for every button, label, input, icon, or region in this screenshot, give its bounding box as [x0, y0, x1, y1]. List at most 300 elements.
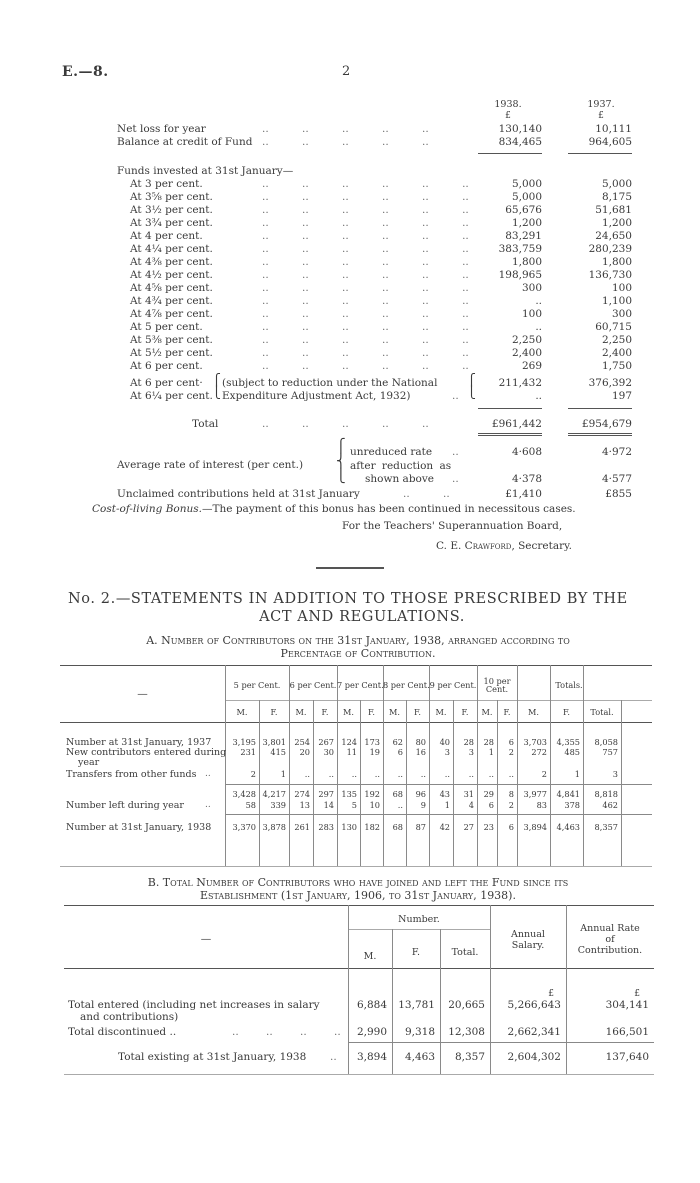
table-a-left-cell: 1	[444, 800, 450, 810]
page-number: 2	[342, 64, 351, 79]
reduction-value-1938-2: ..	[535, 390, 542, 402]
table-b-existing-label: Total existing at 31st January, 1938	[118, 1051, 307, 1063]
reduction-value-1937-1: 376,392	[588, 377, 632, 389]
bonus-note	[92, 503, 576, 516]
table-a-cell: 28	[483, 737, 494, 747]
summary-row-label: Balance at credit of Fund	[117, 136, 253, 148]
section-2-title-line2: ACT AND REGULATIONS.	[259, 609, 465, 625]
investment-1938: 2,250	[511, 334, 542, 346]
table-a-cell: 231	[240, 747, 256, 757]
after-dots: ..	[452, 473, 459, 485]
table-a-cell: ..	[420, 769, 426, 779]
investment-rate-label: At 3¾ per cent.	[130, 217, 213, 229]
summary-row-1937: 964,605	[588, 136, 632, 148]
total-rule-1938	[478, 408, 542, 409]
unclaimed-1938: £1,410	[505, 488, 542, 500]
table-a-left-cell: ..	[397, 800, 403, 810]
reduction-value-1937-2: 197	[611, 390, 632, 402]
table-a-col-rule	[621, 700, 622, 866]
table-b-salary-header: Annual	[511, 929, 545, 940]
table-b-cell: 2,990	[356, 1026, 387, 1038]
table-b-row-label-cont: and contributions)	[80, 1011, 179, 1023]
table-a-left-cell: 339	[270, 800, 286, 810]
investment-row-dots: .. .. .. .. .. ..	[262, 256, 469, 268]
table-a-cell: 3,801	[262, 737, 286, 747]
table-a-subtotal-rule	[225, 784, 652, 785]
investment-row-dots: .. .. .. .. .. ..	[262, 347, 469, 359]
table-a-left-dots: ..	[205, 800, 211, 810]
table-a-left-cell: 10	[369, 800, 380, 810]
table-b-existing-rule	[348, 1042, 654, 1043]
unclaimed-1937: £855	[605, 488, 632, 500]
table-a-group-header: 5 per Cent.	[233, 680, 281, 690]
investment-rate-label: At 4⅜ per cent.	[130, 256, 213, 268]
table-a-row-label-cont: year	[78, 757, 100, 768]
table-a-cell: ..	[397, 769, 403, 779]
investment-1938: 83,291	[505, 230, 542, 242]
table-a-row-label: Number at 31st January, 1937	[66, 737, 212, 748]
table-a-top-rule	[60, 665, 652, 666]
table-a-row-label: Transfers from other funds	[66, 769, 197, 780]
investment-1937: 2,250	[601, 334, 632, 346]
table-b-number-rule	[348, 929, 490, 930]
summary-row-1937: 10,111	[595, 123, 632, 135]
total-under2-1938	[478, 435, 542, 436]
table-a-subtotal-cell: 297	[318, 789, 334, 799]
bonus-note-title: Cost-of-living Bonus.	[92, 503, 203, 515]
table-a-cell: 20	[299, 747, 310, 757]
unclaimed-label: Unclaimed contributions held at 31st January	[117, 488, 360, 500]
investment-1937: 51,681	[595, 204, 632, 216]
table-b-bottom-rule	[64, 1074, 654, 1075]
table-a-title-1: A. Number of Contributors on the 31st January, 1938, arranged according to	[146, 634, 570, 647]
table-a-end-cell: 3,370	[232, 822, 256, 832]
table-a-cell: 3	[468, 747, 474, 757]
table-b-rate-header: Contribution.	[577, 945, 643, 956]
table-b-cell: 5,266,643	[507, 999, 561, 1011]
table-a-subtotal-cell: 274	[294, 789, 310, 799]
table-a-cell: 2	[508, 747, 514, 757]
table-a-end-cell: 182	[364, 822, 380, 832]
investment-rate-label: At 3⅝ per cent.	[130, 191, 213, 203]
table-a-subheader: M.	[528, 707, 539, 717]
table-a-cell: 62	[392, 737, 403, 747]
investment-1938: 5,000	[511, 191, 542, 203]
table-a-col-rule	[259, 700, 260, 866]
after-reduction-label: after reduction as	[350, 460, 452, 472]
table-b-col-m: M.	[363, 951, 377, 962]
summary-rule-1938	[478, 153, 542, 154]
investment-1937: 1,100	[601, 295, 632, 307]
total-under-1937	[568, 433, 632, 434]
table-a-cell: 19	[369, 747, 380, 757]
interest-brace-bottom: ⎩	[336, 469, 346, 484]
investment-row-dots: .. .. .. .. .. ..	[262, 217, 469, 229]
unreduced-dots: ..	[452, 446, 459, 458]
investment-rate-label: At 4⅝ per cent.	[130, 282, 213, 294]
investment-1938: 1,200	[511, 217, 542, 229]
table-a-left-cell: 83	[536, 800, 547, 810]
table-a-subheader: F.	[413, 707, 421, 717]
table-a-cell: 30	[323, 747, 334, 757]
investment-rate-label: At 5½ per cent.	[130, 347, 213, 359]
table-b-col-total: Total.	[451, 947, 479, 958]
table-b-col-rule	[348, 905, 349, 1074]
table-a-group-header: 9 per Cent.	[429, 680, 477, 690]
unreduced-1938: 4·608	[511, 446, 542, 458]
table-a-col-rule	[477, 665, 478, 866]
table-a-cell: 267	[318, 737, 334, 747]
investment-1938: 198,965	[498, 269, 542, 281]
table-a-cell: 2	[541, 769, 547, 779]
table-b-col-f: F.	[411, 947, 421, 958]
summary-row-label: Net loss for year	[117, 123, 206, 135]
table-a-end-label: Number at 31st January, 1938	[66, 822, 212, 833]
table-b-cell: 13,781	[398, 999, 435, 1011]
table-a-group-header: 10 per	[483, 676, 511, 686]
investment-1937: 8,175	[601, 191, 632, 203]
table-a-left-cell: 58	[245, 800, 256, 810]
investment-rate-label: At 4⅞ per cent.	[130, 308, 213, 320]
table-b-rate-header: Annual Rate	[580, 923, 640, 934]
table-a-stub-dash: —	[137, 688, 148, 700]
signature	[436, 540, 572, 553]
investment-rate-label: At 5 per cent.	[130, 321, 203, 333]
table-a-end-cell: 4,463	[556, 822, 580, 832]
table-a-end-cell: 87	[415, 822, 426, 832]
investment-1937: 5,000	[601, 178, 632, 190]
total-under2-1937	[568, 435, 632, 436]
table-a-col-rule	[313, 700, 314, 866]
section-2-title	[68, 590, 656, 626]
table-a-left-cell: 5	[351, 800, 357, 810]
investments-heading: Funds invested at 31st January—	[117, 165, 294, 177]
table-a-col-rule	[360, 700, 361, 866]
table-a-col-rule	[337, 665, 338, 866]
reduction-brace-top: ⎧	[212, 373, 221, 387]
table-a-subheader: M.	[435, 707, 447, 717]
investment-row-dots: .. .. .. .. .. ..	[262, 308, 469, 320]
investment-1937: 2,400	[601, 347, 632, 359]
table-b-existing-cell: 3,894	[356, 1051, 387, 1063]
interest-brace-mid: ⎨	[336, 454, 346, 469]
table-a-left-cell: 9	[420, 800, 426, 810]
table-b-existing-cell: 8,357	[454, 1051, 485, 1063]
table-b-currency: £	[548, 989, 554, 999]
table-b-title-2: Establishment (1st January, 1906, to 31st January, 1938).	[200, 889, 516, 902]
table-a-cell: ..	[508, 769, 514, 779]
total-under-1938	[478, 433, 542, 434]
table-a-subtotal-cell: 8	[508, 789, 514, 799]
table-a-subtotal-cell: 192	[364, 789, 380, 799]
table-a-cell: 28	[463, 737, 474, 747]
investment-1938: 5,000	[511, 178, 542, 190]
section-divider	[316, 567, 384, 569]
table-a-col-rule	[583, 665, 584, 866]
table-a-end-cell: 68	[392, 822, 403, 832]
investment-row-dots: .. .. .. .. .. ..	[262, 334, 469, 346]
table-b-cell: 20,665	[448, 999, 485, 1011]
interest-brace-top: ⎧	[336, 439, 346, 454]
reduction-row-label-1: At 6 per cent·	[130, 377, 203, 389]
table-a-col-rule	[517, 665, 518, 866]
investment-row-dots: .. .. .. .. .. ..	[262, 191, 469, 203]
reduction-note-1: (subject to reduction under the National	[222, 377, 438, 389]
table-a-cell: 415	[270, 747, 286, 757]
table-a-subheader: F.	[367, 707, 375, 717]
table-a-cell: 6	[397, 747, 403, 757]
table-a-left-cell: 6	[488, 800, 494, 810]
table-a-subtotal-cell: 3,977	[523, 789, 547, 799]
table-a-subheader: F.	[461, 707, 469, 717]
table-b-row-label: Total entered (including net increases in salary	[68, 999, 320, 1011]
table-b-existing-dots: ..	[330, 1051, 337, 1063]
reduction-brace-right-bottom: ⎩	[467, 385, 476, 399]
unclaimed-dots: .. ..	[403, 488, 450, 500]
table-a-col-rule	[225, 665, 226, 866]
table-a-cell: 3	[444, 747, 450, 757]
investment-1937: 300	[611, 308, 632, 320]
investment-1938: 269	[521, 360, 542, 372]
total-label: Total	[192, 418, 219, 430]
investment-1937: 24,650	[595, 230, 632, 242]
investment-row-dots: .. .. .. .. .. ..	[262, 282, 469, 294]
table-b-cell: 304,141	[605, 999, 649, 1011]
table-a-subtotal-cell: 3,428	[232, 789, 256, 799]
table-a-group-header: 6 per Cent.	[289, 680, 337, 690]
table-a-subheader: M.	[481, 707, 493, 717]
table-a-subheader: M.	[343, 707, 354, 717]
table-a-subheader: Total.	[590, 707, 614, 717]
table-a-subheader: F.	[321, 707, 329, 717]
investment-1937: 1,800	[601, 256, 632, 268]
table-b-cell: 12,308	[448, 1026, 485, 1038]
bonus-note-text: —The payment of this bonus has been continued in necessitous cases.	[202, 503, 576, 515]
signature-title: , Secretary.	[511, 540, 573, 552]
table-a-group-header: 8 per Cent.	[383, 680, 430, 690]
table-a-bottom-rule	[60, 866, 652, 867]
investment-rate-label: At 4½ per cent.	[130, 269, 213, 281]
table-a-subtotal-cell: 8,818	[594, 789, 618, 799]
signature-line: For the Teachers' Superannuation Board,	[342, 520, 563, 532]
summary-row-1938: 130,140	[498, 123, 542, 135]
table-a-cell: 485	[564, 747, 580, 757]
table-a-end-cell: 3,894	[523, 822, 547, 832]
table-a-left-cell: 14	[323, 800, 334, 810]
table-a-col-rule	[497, 700, 498, 866]
table-a-subheader: M.	[389, 707, 400, 717]
table-a-cell: 2	[250, 769, 256, 779]
investment-rate-label: At 3½ per cent.	[130, 204, 213, 216]
table-b-existing-cell: 2,604,302	[507, 1051, 561, 1063]
table-a-subtotal-cell: 4,841	[556, 789, 580, 799]
table-b-cell: 6,884	[356, 999, 387, 1011]
table-a-subtotal-cell: 4,217	[262, 789, 286, 799]
table-b-rate-header: of	[605, 934, 615, 945]
table-b-cell: 9,318	[404, 1026, 435, 1038]
table-a-cell: 1	[574, 769, 580, 779]
reduction-dots: ..	[452, 390, 459, 402]
document-code: E.—8.	[62, 64, 109, 80]
investment-1938: 2,400	[511, 347, 542, 359]
table-a-cell: ..	[468, 769, 474, 779]
table-a-cell: 254	[294, 737, 310, 747]
total-1938: £961,442	[491, 418, 542, 430]
table-a-col-rule	[289, 665, 290, 866]
table-a-subtotal-cell: 43	[439, 789, 450, 799]
investment-rate-label: At 3 per cent.	[130, 178, 203, 190]
table-a-cell: ..	[444, 769, 450, 779]
total-1937: £954,679	[581, 418, 632, 430]
investment-row-dots: .. .. .. .. .. ..	[262, 178, 469, 190]
table-a-cell: 1	[280, 769, 286, 779]
table-b-cell: 2,662,341	[507, 1026, 561, 1038]
table-a-left-cell: 13	[299, 800, 310, 810]
table-a-group-header: 7 per Cent.	[337, 680, 384, 690]
table-a-subtotal-cell: 135	[341, 789, 357, 799]
investment-1938: 1,800	[511, 256, 542, 268]
currency-1937: £	[598, 111, 604, 121]
table-a-left-cell: 378	[564, 800, 580, 810]
shown-above-label: shown above	[365, 473, 435, 485]
table-a-cell: ..	[374, 769, 380, 779]
table-b-number-header: Number.	[398, 914, 440, 925]
investment-row-dots: .. .. .. .. .. ..	[262, 230, 469, 242]
investment-rate-label: At 6 per cent.	[130, 360, 203, 372]
table-a-cell: 124	[341, 737, 357, 747]
investment-1937: 100	[611, 282, 632, 294]
table-a-subheader: F.	[562, 707, 570, 717]
table-a-row-label: New contributors entered during	[66, 747, 227, 758]
table-a-cell: 16	[415, 747, 426, 757]
table-a-cell: ..	[304, 769, 310, 779]
total-rule-1937	[568, 408, 632, 409]
table-a-col-rule	[406, 700, 407, 866]
reduction-brace-bottom: ⎩	[212, 385, 221, 399]
after-1938: 4·378	[511, 473, 542, 485]
table-a-cell: ..	[488, 769, 494, 779]
investment-rate-label: At 4¾ per cent.	[130, 295, 213, 307]
section-2-title-line1: No. 2.—STATEMENTS IN ADDITION TO THOSE PRESCRIBED BY THE	[68, 591, 628, 607]
table-a-end-cell: 261	[294, 822, 310, 832]
reduction-note-2: Expenditure Adjustment Act, 1932)	[222, 390, 411, 402]
investment-1938: ..	[535, 295, 542, 307]
investment-rate-label: At 4 per cent.	[130, 230, 203, 242]
table-a-cell: 11	[346, 747, 357, 757]
table-a-cell: 272	[531, 747, 547, 757]
table-a-subtotal-cell: 68	[392, 789, 403, 799]
year-col-1937: 1937.	[587, 99, 615, 110]
table-b-stub-dash: —	[200, 933, 212, 945]
table-a-cell: 6	[508, 737, 514, 747]
investment-1938: ..	[535, 321, 542, 333]
investment-row-dots: .. .. .. .. .. ..	[262, 360, 469, 372]
investment-1937: 136,730	[588, 269, 632, 281]
investment-rate-label: At 4¼ per cent.	[130, 243, 213, 255]
table-a-col-rule	[550, 665, 551, 866]
table-a-end-cell: 3,878	[262, 822, 286, 832]
signature-name: C. E. Crawford	[436, 540, 512, 552]
investment-1937: 1,750	[601, 360, 632, 372]
table-a-col-rule	[429, 665, 430, 866]
table-a-col-rule	[453, 700, 454, 866]
table-a-cell: 1	[488, 747, 494, 757]
table-a-left-label: Number left during year	[66, 800, 184, 811]
table-a-cell: 40	[439, 737, 450, 747]
investment-row-dots: .. .. .. .. .. ..	[262, 269, 469, 281]
table-b-existing-cell: 137,640	[605, 1051, 649, 1063]
table-a-subtotal-cell: 31	[463, 789, 474, 799]
summary-row-dots: .. .. .. .. ..	[262, 123, 429, 135]
table-b-title-1: B. Total Number of Contributors who have joined and left the Fund since its	[147, 876, 569, 889]
table-a-group-header: Totals.	[555, 680, 583, 690]
table-a-left-cell: 462	[602, 800, 618, 810]
reduction-value-1938-1: 211,432	[498, 377, 542, 389]
summary-row-1938: 834,465	[498, 136, 542, 148]
table-a-col-rule	[383, 665, 384, 866]
investment-row-dots: .. .. .. .. .. ..	[262, 243, 469, 255]
reduction-row-label-2: At 6¼ per cent.	[130, 390, 213, 402]
investment-rate-label: At 5⅜ per cent.	[130, 334, 213, 346]
table-a-subheader: M.	[295, 707, 307, 717]
reduction-brace-right-top: ⎧	[467, 373, 476, 387]
table-a-cell: 80	[415, 737, 426, 747]
table-a-subtotal-cell: 96	[415, 789, 426, 799]
table-a-subheader: F.	[503, 707, 511, 717]
table-a-subtotal-cell: 29	[483, 789, 494, 799]
table-a-left-cell: 4	[468, 800, 474, 810]
table-a-cell: 3	[612, 769, 618, 779]
table-a-row-dots: ..	[205, 769, 211, 779]
investment-row-dots: .. .. .. .. .. ..	[262, 321, 469, 333]
summary-row-dots: .. .. .. .. ..	[262, 136, 429, 148]
interest-label: Average rate of interest (per cent.)	[117, 459, 304, 471]
investment-1938: 65,676	[505, 204, 542, 216]
after-1937: 4·577	[601, 473, 632, 485]
table-a-end-cell: 23	[483, 822, 494, 832]
summary-rule-1937	[568, 153, 632, 154]
table-b-row-dots: .. .. .. ..	[232, 1026, 341, 1038]
table-b-row-label: Total discontinued ..	[68, 1026, 177, 1038]
currency-1938: £	[505, 111, 511, 121]
unreduced-1937: 4·972	[601, 446, 632, 458]
investment-row-dots: .. .. .. .. .. ..	[262, 204, 469, 216]
investment-1937: 280,239	[588, 243, 632, 255]
table-a-cell: ..	[328, 769, 334, 779]
investment-1938: 383,759	[498, 243, 542, 255]
investment-row-dots: .. .. .. .. .. ..	[262, 295, 469, 307]
table-a-title-2: Percentage of Contribution.	[280, 647, 436, 660]
table-a-group-header: Cent.	[485, 684, 509, 694]
total-dots: .. .. .. .. ..	[262, 418, 429, 430]
investment-1938: 100	[521, 308, 542, 320]
investment-1937: 60,715	[595, 321, 632, 333]
table-a-end-cell: 27	[463, 822, 474, 832]
table-a-cell: 173	[364, 737, 380, 747]
table-a-end-cell: 130	[341, 822, 357, 832]
year-col-1938: 1938.	[494, 99, 522, 110]
table-a-cell: 4,355	[556, 737, 580, 747]
table-b-cell: 166,501	[605, 1026, 649, 1038]
table-a-subheader: F.	[270, 707, 278, 717]
unreduced-label: unreduced rate	[350, 446, 433, 458]
table-a-cell: 757	[602, 747, 618, 757]
table-b-salary-header: Salary.	[511, 940, 545, 951]
table-a-left-cell: 2	[508, 800, 514, 810]
table-a-cell: 3,195	[232, 737, 256, 747]
table-b-existing-cell: 4,463	[404, 1051, 435, 1063]
table-a-end-cell: 6	[508, 822, 514, 832]
